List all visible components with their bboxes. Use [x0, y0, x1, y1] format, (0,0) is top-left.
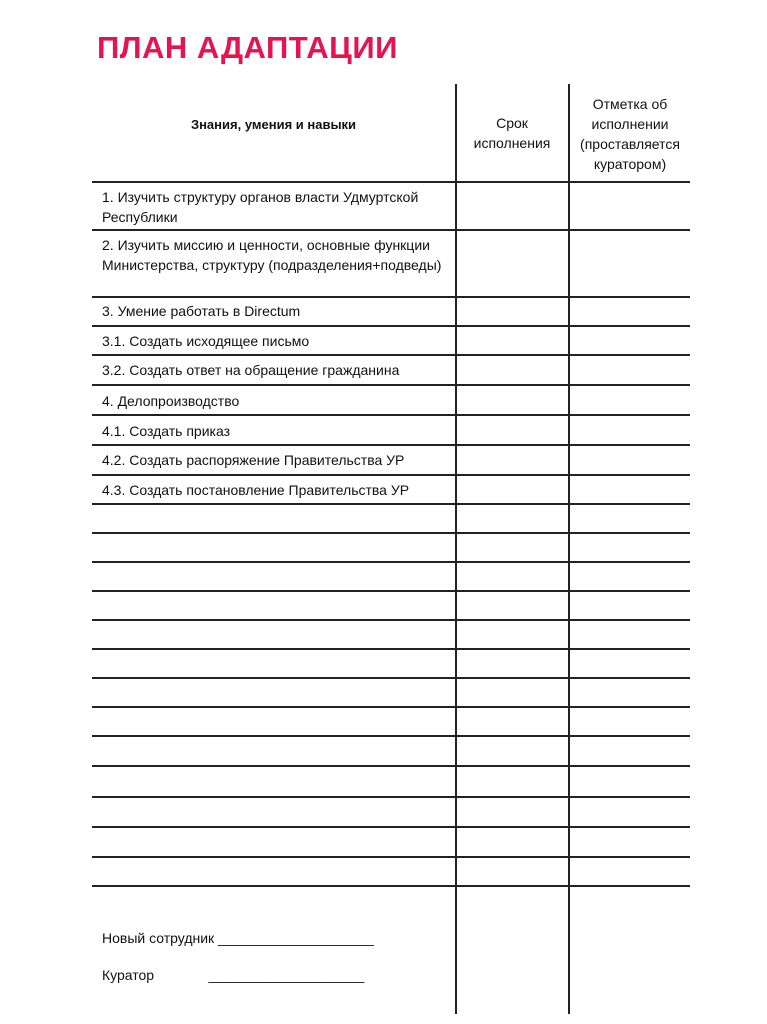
- row-divider: [92, 354, 690, 356]
- curator-signature: Куратор ____________________: [102, 967, 365, 983]
- table-row: 4.3. Создать постановление Правительства УР: [102, 482, 410, 498]
- row-divider: [92, 648, 690, 650]
- row-divider: [92, 561, 690, 563]
- row-divider: [92, 856, 690, 858]
- row-divider: [92, 229, 690, 231]
- row-divider: [92, 532, 690, 534]
- row-divider: [92, 590, 690, 592]
- row-divider: [92, 706, 690, 708]
- row-divider: [92, 765, 690, 767]
- row-divider: [92, 325, 690, 327]
- table-row: 1. Изучить структуру органов власти Удмуртской Республики: [102, 189, 419, 225]
- table-row: 4. Делопроизводство: [102, 393, 240, 409]
- row-divider: [92, 677, 690, 679]
- row-divider: [92, 619, 690, 621]
- row-divider: [92, 296, 690, 298]
- row-divider: [92, 474, 690, 476]
- row-divider: [92, 885, 690, 887]
- table-row: 3.2. Создать ответ на обращение гражданина: [102, 362, 400, 378]
- table-row: 4.1. Создать приказ: [102, 423, 231, 439]
- employee-signature: Новый сотрудник ____________________: [102, 930, 374, 946]
- row-divider: [92, 414, 690, 416]
- table-row: 4.2. Создать распоряжение Правительства УР: [102, 452, 405, 468]
- header-deadline: Срок исполнения: [473, 115, 551, 151]
- row-divider: [92, 826, 690, 828]
- table-row: 3. Умение работать в Directum: [102, 303, 301, 319]
- column-divider-2: [568, 84, 570, 1014]
- table-row: 3.1. Создать исходящее письмо: [102, 333, 310, 349]
- header-mark: Отметка об исполнении (проставляется куратором): [580, 96, 680, 172]
- row-divider: [92, 735, 690, 737]
- row-divider: [92, 503, 690, 505]
- column-divider-1: [455, 84, 457, 1014]
- row-divider: [92, 796, 690, 798]
- row-divider: [92, 444, 690, 446]
- header-skills: Знания, умения и навыки: [190, 117, 357, 132]
- page-title: ПЛАН АДАПТАЦИИ: [97, 30, 398, 65]
- table-row: 2. Изучить миссию и ценности, основные функции Министерства, структуру (подразделения+подведы): [102, 237, 442, 273]
- row-divider: [92, 384, 690, 386]
- row-divider: [92, 181, 690, 183]
